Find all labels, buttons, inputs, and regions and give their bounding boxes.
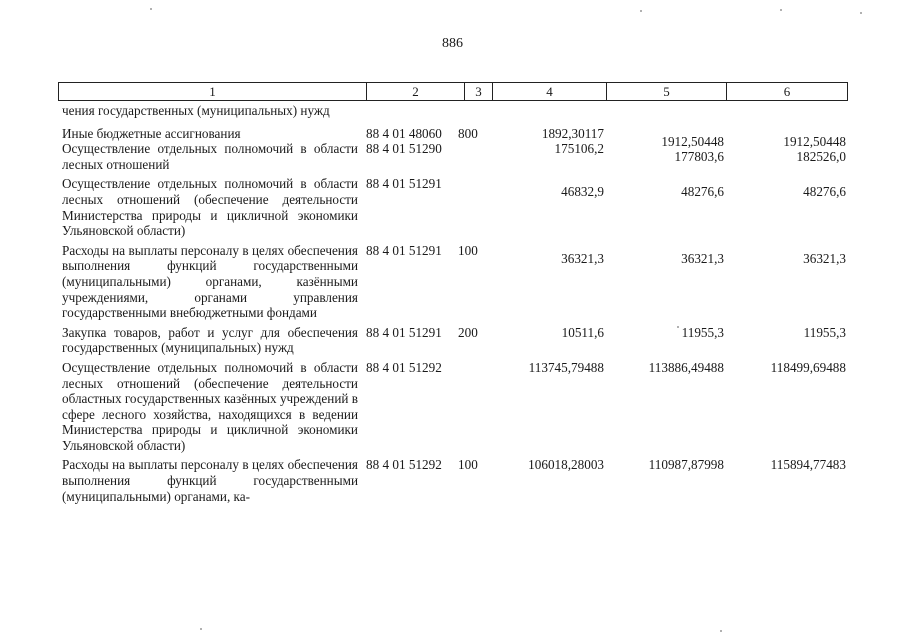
scan-speck xyxy=(677,326,679,328)
row-vr xyxy=(458,176,492,238)
scan-speck xyxy=(780,9,782,11)
row-value-5 xyxy=(612,103,732,119)
row-code xyxy=(358,103,458,119)
row-value-4: 106018,28003 xyxy=(528,457,604,473)
row-code: 88 4 01 51291 xyxy=(366,324,442,340)
row-value-5: 1912,50448 xyxy=(661,133,724,149)
table-row xyxy=(58,141,858,172)
row-value-6 xyxy=(732,103,846,119)
row-value-4 xyxy=(492,103,612,119)
header-col-6: 6 xyxy=(783,84,791,99)
row-name: чения государственных (муниципальных) нужд xyxy=(62,103,330,118)
scan-speck xyxy=(720,630,722,632)
row-value-5: 113886,49488 xyxy=(648,359,724,375)
table-row xyxy=(58,103,858,119)
header-col-1: 1 xyxy=(59,83,367,100)
row-vr: 100 xyxy=(458,242,478,258)
scan-speck xyxy=(640,10,642,12)
row-vr: 100 xyxy=(458,457,478,473)
scan-speck xyxy=(150,8,152,10)
table-row xyxy=(58,457,858,504)
row-value-4: 46832,9 xyxy=(561,184,604,200)
row-value-6: 1912,50448 xyxy=(783,133,846,149)
header-col-2: 2 xyxy=(367,83,465,100)
row-value-6: 182526,0 xyxy=(796,149,846,165)
row-vr xyxy=(458,141,492,172)
row-name: Осуществление отдельных полномочий в области лесных отношений xyxy=(62,141,358,172)
table-header xyxy=(58,82,848,101)
row-code: 88 4 01 51292 xyxy=(366,359,442,375)
table-body xyxy=(58,103,858,504)
row-code: 88 4 01 48060 xyxy=(366,125,442,141)
row-value-6: 115894,77483 xyxy=(770,457,846,473)
row-vr xyxy=(458,103,492,119)
row-value-4: 10511,6 xyxy=(561,324,604,340)
row-name: Закупка товаров, работ и услуг для обеспечения государственных (муниципальных) нужд xyxy=(62,324,358,356)
row-code: 88 4 01 51292 xyxy=(366,457,442,473)
table-row xyxy=(58,360,858,454)
row-vr xyxy=(458,360,492,454)
row-value-4: 113745,79488 xyxy=(528,359,604,375)
row-name: Иные бюджетные ассигнования xyxy=(62,125,241,141)
table-row xyxy=(58,176,858,238)
row-name: Осуществление отдельных полномочий в области лесных отношений (обеспечение деятельности Министерства природы и цикличной экономики Ульяновской области) xyxy=(62,176,358,239)
row-value-5: 177803,6 xyxy=(674,149,724,165)
row-vr: 800 xyxy=(458,125,478,141)
row-value-5: 110987,87998 xyxy=(648,457,724,473)
row-vr: 200 xyxy=(458,324,478,340)
header-col-4: 4 xyxy=(493,83,607,100)
scan-speck xyxy=(860,12,862,14)
row-value-4: 36321,3 xyxy=(561,250,604,266)
row-name: Расходы на выплаты персоналу в целях обеспечения выполнения функций государственными (муниципальными) органами, казёнными учреждениями, органами управления государственными внебюджетными фондами xyxy=(62,242,358,321)
row-name: Осуществление отдельных полномочий в области лесных отношений (обеспечение деятельности областных государственных казённых учреждений в сфере лесного хозяйства, находящихся в ведении Министерства природы и цикличной экономики Ульяновской области) xyxy=(62,359,358,453)
row-value-5: 48276,6 xyxy=(681,184,724,200)
table-row xyxy=(58,243,858,321)
row-code: 88 4 01 51291 xyxy=(366,176,442,192)
row-value-4: 1892,30117 xyxy=(541,125,604,141)
row-value-6: 118499,69488 xyxy=(770,359,846,375)
row-code: 88 4 01 51291 xyxy=(366,242,442,258)
header-col-3: 3 xyxy=(465,83,493,100)
row-value-4: 175106,2 xyxy=(554,141,604,157)
scan-speck xyxy=(200,628,202,630)
row-value-6: 11955,3 xyxy=(803,324,846,340)
row-name: Расходы на выплаты персоналу в целях обеспечения выполнения функций государственными (муниципальными) органами, ка- xyxy=(62,457,358,504)
header-col-5: 5 xyxy=(607,83,727,100)
row-value-6: 48276,6 xyxy=(803,184,846,200)
table-row xyxy=(58,325,858,356)
row-value-6: 36321,3 xyxy=(803,250,846,266)
row-value-5: 11955,3 xyxy=(681,324,724,340)
page-number: 886 xyxy=(442,36,463,51)
row-code: 88 4 01 51290 xyxy=(366,141,442,157)
row-value-5: 36321,3 xyxy=(681,250,724,266)
